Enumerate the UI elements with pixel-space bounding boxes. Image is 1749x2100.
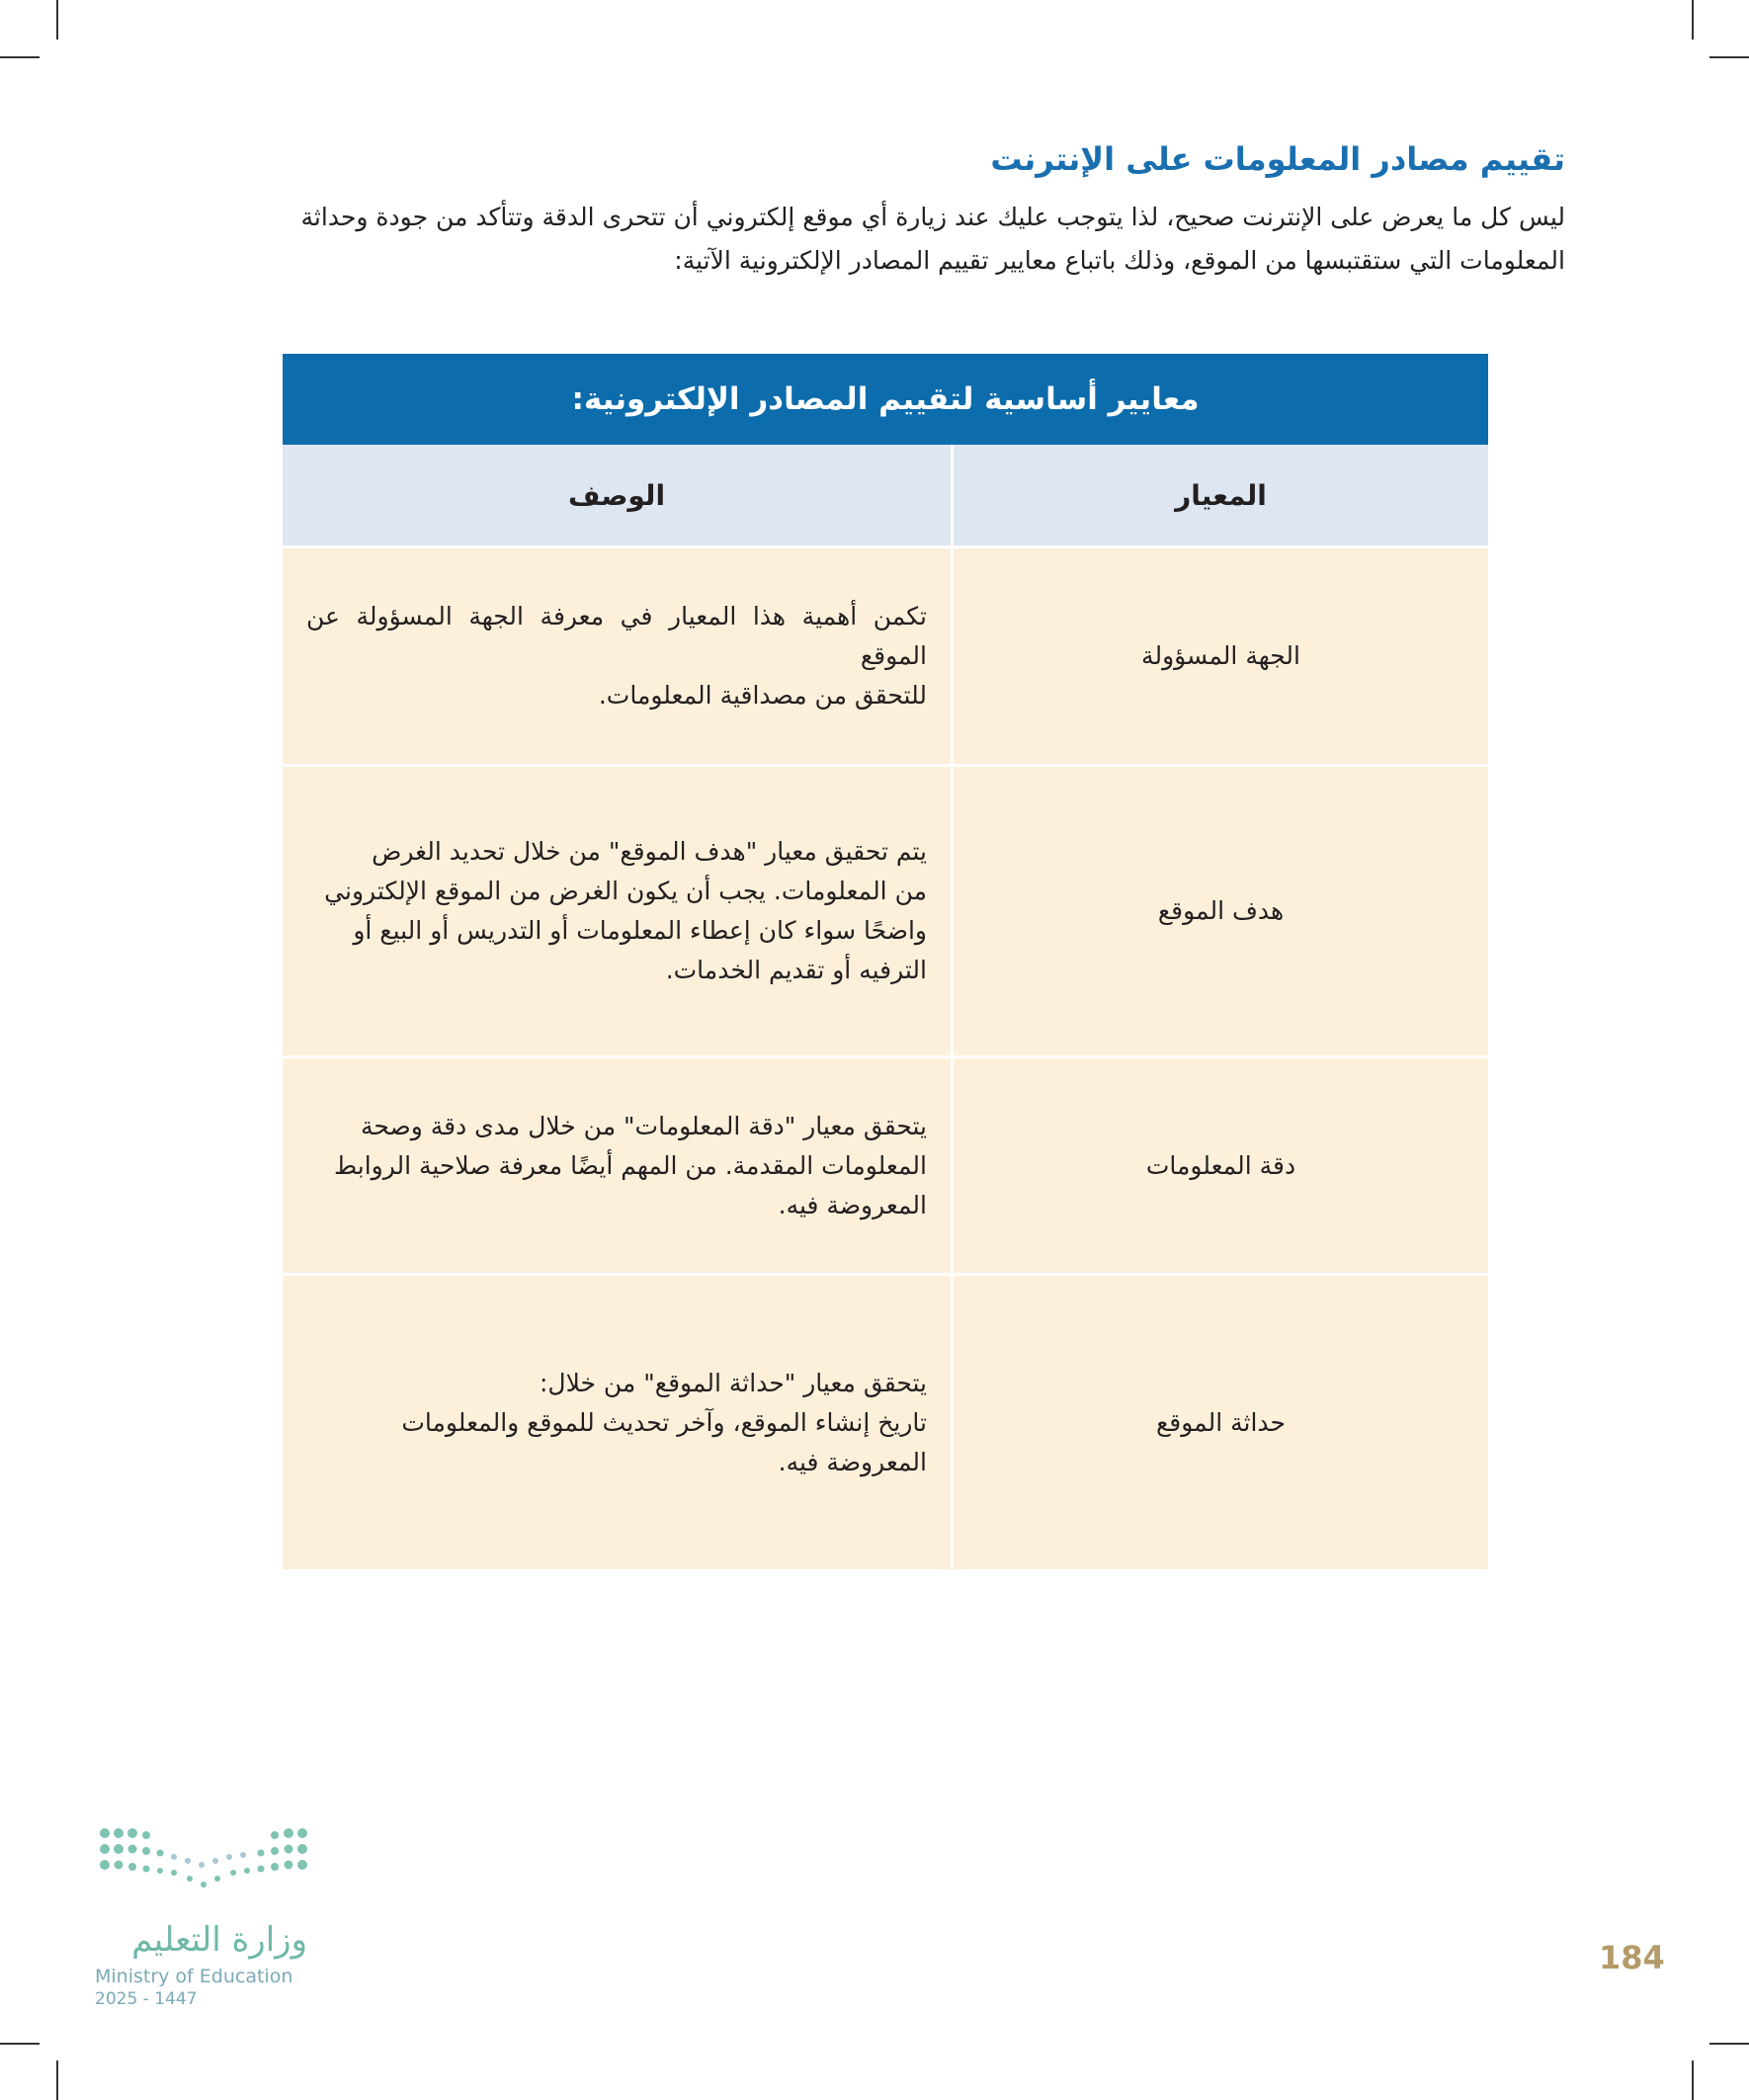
- description-cell: [283, 1276, 954, 1569]
- crop-mark: [1709, 56, 1749, 58]
- intro-line: المعلومات التي ستقتبسها من الموقع، وذلك باتباع معايير تقييم المصادر الإلكترونية الآتية:: [674, 246, 1565, 275]
- description-line: الترفيه أو تقديم الخدمات.: [665, 956, 927, 984]
- description-line: يتم تحقيق معيار "هدف الموقع" من خلال تحديد الغرض: [372, 837, 927, 866]
- criterion-cell: الجهة المسؤولة: [954, 548, 1488, 764]
- section-title: تقييم مصادر المعلومات على الإنترنت: [990, 140, 1565, 178]
- description-line: تاريخ إنشاء الموقع، وآخر تحديث للموقع والمعلومات: [401, 1407, 927, 1437]
- ministry-name-english: Ministry of Education: [95, 1966, 293, 1987]
- description-line: تكمن أهمية هذا المعيار في معرفة الجهة المسؤولة عن الموقع: [306, 602, 927, 670]
- description-line: يتحقق معيار "حداثة الموقع" من خلال:: [539, 1368, 927, 1397]
- ministry-dots-icon: [95, 1821, 312, 1900]
- description-cell: [283, 548, 954, 764]
- description-line: يتحقق معيار "دقة المعلومات" من خلال مدى دقة وصحة: [360, 1111, 927, 1140]
- crop-mark: [0, 56, 40, 58]
- criterion-cell: هدف الموقع: [954, 767, 1488, 1055]
- criteria-table: [283, 354, 1488, 1569]
- table-title: معايير أساسية لتقييم المصادر الإلكترونية:: [283, 354, 1488, 445]
- table-row: [283, 546, 1488, 764]
- table-row: [283, 1055, 1488, 1273]
- intro-paragraph: [182, 196, 1565, 283]
- criterion-cell: دقة المعلومات: [954, 1058, 1488, 1273]
- description-line: واضحًا سواء كان إعطاء المعلومات أو التدريس أو البيع أو: [353, 916, 927, 945]
- description-cell: [283, 767, 954, 1055]
- table-row: [283, 764, 1488, 1055]
- ministry-logo: [95, 1821, 322, 2009]
- description-line: للتحقق من مصداقية المعلومات.: [598, 681, 927, 710]
- description-line: من المعلومات. يجب أن يكون الغرض من الموقع الإلكتروني: [324, 877, 927, 905]
- ministry-name-arabic: وزارة التعليم: [131, 1920, 307, 1960]
- criterion-cell: حداثة الموقع: [954, 1276, 1488, 1569]
- crop-mark: [56, 0, 58, 40]
- description-line: المعروضة فيه.: [778, 1190, 927, 1219]
- description-line: المعروضة فيه.: [778, 1447, 927, 1476]
- intro-line: ليس كل ما يعرض على الإنترنت صحيح، لذا يتوجب عليك عند زيارة أي موقع إلكتروني أن تتحرى الدقة وتتأكد من جودة وحداثة: [300, 203, 1565, 231]
- ministry-year: 2025 - 1447: [95, 1989, 198, 2009]
- crop-mark: [0, 2043, 40, 2045]
- header-criterion: المعيار: [954, 445, 1488, 546]
- crop-mark: [1692, 2060, 1694, 2100]
- page-number: 184: [1599, 1939, 1665, 1976]
- crop-mark: [1692, 0, 1694, 40]
- table-row: [283, 1273, 1488, 1569]
- crop-mark: [1709, 2043, 1749, 2045]
- description-line: المعلومات المقدمة. من المهم أيضًا معرفة صلاحية الروابط: [334, 1150, 927, 1180]
- description-cell: [283, 1058, 954, 1273]
- header-description: الوصف: [283, 445, 954, 546]
- table-header-row: [283, 445, 1488, 546]
- crop-mark: [56, 2060, 58, 2100]
